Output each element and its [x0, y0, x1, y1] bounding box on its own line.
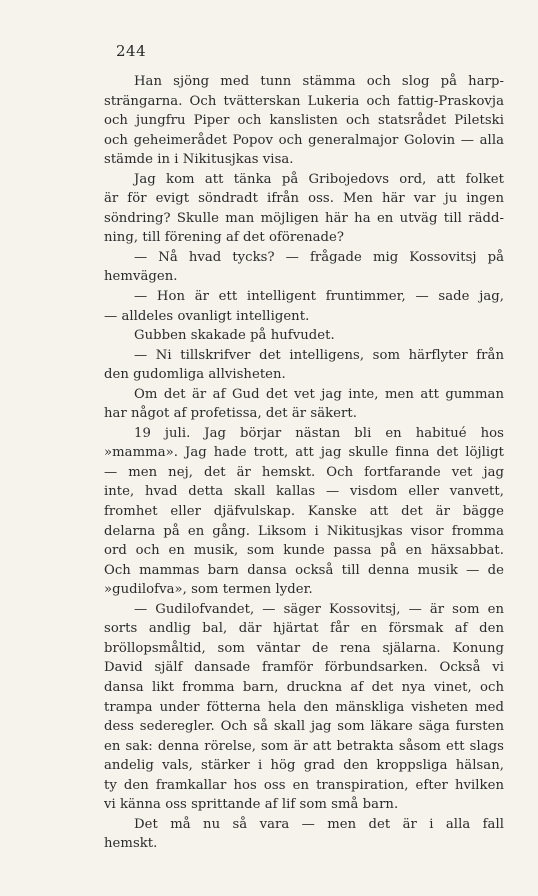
- text-line: — men nej, det är hemskt. Och fortfarande vet jag: [104, 464, 504, 480]
- text-line: har något af profetissa, det är säkert.: [104, 406, 357, 422]
- text-line: söndring? Skulle man möjligen här ha en utväg till rädd-: [104, 210, 504, 226]
- text-line: — Hon är ett intelligent fruntimmer, — sade jag,: [134, 289, 504, 305]
- text-line: Jag kom att tänka på Gribojedovs ord, att folket: [134, 171, 504, 187]
- text-line: och jungfru Piper och kanslisten och statsrådet Piletski: [104, 113, 504, 129]
- text-line: »mamma». Jag hade trott, att jag skulle finna det löjligt: [104, 445, 504, 461]
- text-line: bröllopsmåltid, som väntar de rena själarna. Konung: [104, 640, 504, 656]
- text-line: — alldeles ovanligt intelligent.: [104, 308, 310, 324]
- text-line: den gudomliga allvisheten.: [104, 367, 286, 383]
- text-line: delarna på en gång. Liksom i Nikitusjkas visor fromma: [104, 523, 504, 539]
- text-line: inte, hvad detta skall kallas — visdom eller vanvett,: [104, 484, 504, 500]
- text-line: och geheimerådet Popov och generalmajor Golovin — alla: [104, 132, 504, 148]
- text-line: stämde in i Nikitusjkas visa.: [104, 152, 294, 168]
- text-line: dansa likt fromma barn, druckna af det nya vinet, och: [104, 679, 504, 695]
- text-line: hemskt.: [104, 836, 158, 852]
- text-line: David själf dansade framför förbundsarken. Också vi: [104, 660, 504, 676]
- text-line: ord och en musik, som kunde passa på en häxsabbat.: [104, 543, 504, 559]
- text-line: Om det är af Gud det vet jag inte, men att gumman: [134, 386, 504, 402]
- text-line: — Ni tillskrifver det intelligens, som härflyter från: [134, 347, 504, 363]
- text-line: ty den framkallar hos oss en transpiration, efter hvilken: [104, 777, 504, 793]
- text-line: dess sederegler. Och så skall jag som läkare säga fursten: [104, 719, 504, 735]
- text-line: en sak: denna rörelse, som är att betrakta såsom ett slags: [104, 738, 504, 754]
- page-number: 244: [116, 42, 147, 60]
- text-line: andelig vals, stärker i hög grad den kroppsliga hälsan,: [104, 758, 504, 774]
- text-line: hemvägen.: [104, 269, 178, 285]
- text-line: sorts andlig bal, där hjärtat får en försmak af den: [104, 621, 504, 637]
- body-text: [104, 72, 504, 854]
- text-line: fromhet eller djäfvulskap. Kanske att det är bägge: [104, 504, 504, 520]
- text-line: strängarna. Och tvätterskan Lukeria och fattig-Praskovja: [104, 93, 504, 109]
- text-line: är för evigt söndradt ifrån oss. Men här var ju ingen: [104, 191, 504, 207]
- text-line: »gudilofva», som termen lyder.: [104, 582, 313, 598]
- text-line: trampa under fötterna hela den mänskliga visheten med: [104, 699, 504, 715]
- text-line: vi känna oss sprittande af lif som små barn.: [104, 797, 399, 813]
- text-line: Och mammas barn dansa också till denna musik — de: [104, 562, 504, 578]
- text-line: — Nå hvad tycks? — frågade mig Kossovitsj på: [134, 249, 504, 265]
- text-line: 19 juli. Jag börjar nästan bli en habitué hos: [134, 425, 504, 441]
- text-line: ning, till förening af det oförenade?: [104, 230, 345, 246]
- text-line: Det må nu så vara — men det är i alla fall: [134, 816, 504, 832]
- text-line: Gubben skakade på hufvudet.: [134, 328, 335, 344]
- text-line: — Gudilofvandet, — säger Kossovitsj, — är som en: [134, 601, 504, 617]
- text-line: Han sjöng med tunn stämma och slog på harp-: [134, 74, 504, 89]
